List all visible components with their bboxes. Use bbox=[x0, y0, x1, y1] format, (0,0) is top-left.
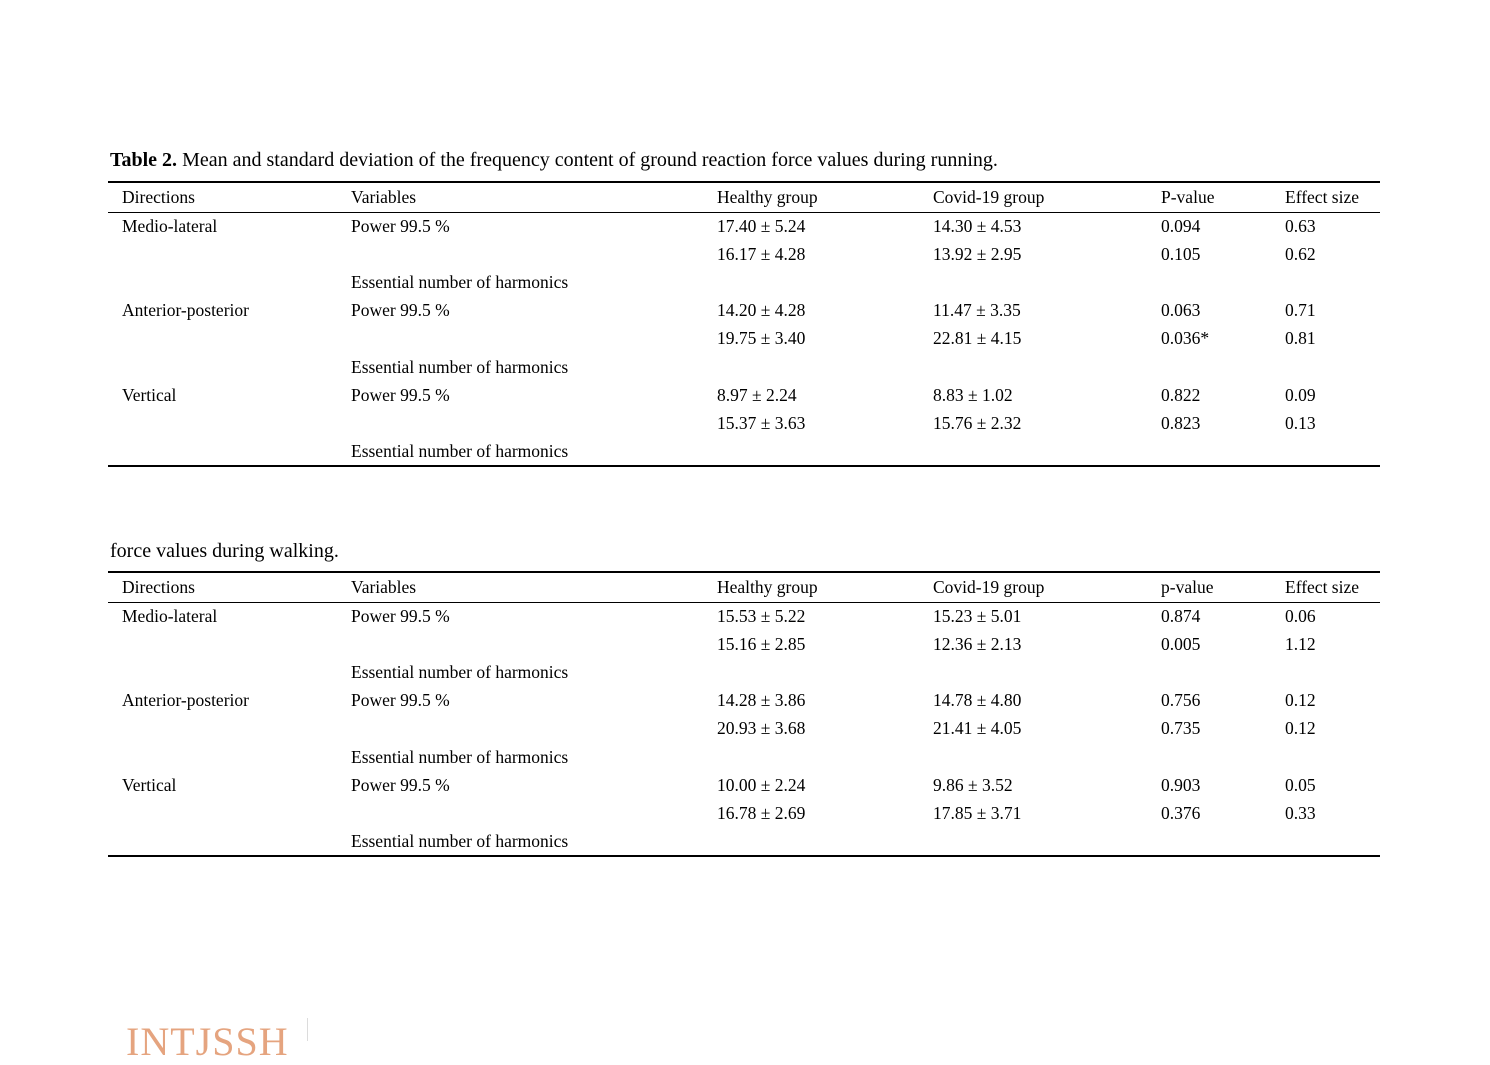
table-cell bbox=[703, 438, 919, 466]
table-cell: 15.53 ± 5.22 bbox=[717, 605, 806, 626]
table-cell: 0.036* bbox=[1161, 328, 1210, 349]
table2-caption-label: Table 2. bbox=[110, 149, 178, 171]
table-cell bbox=[108, 743, 337, 771]
table-cell: 16.17 ± 4.28 bbox=[717, 243, 806, 264]
table-cell: 14.28 ± 3.86 bbox=[717, 690, 806, 711]
table-cell bbox=[703, 353, 919, 381]
table-cell: 8.83 ± 1.02 bbox=[933, 384, 1013, 405]
table-cell bbox=[337, 240, 703, 268]
table-cell bbox=[703, 828, 919, 856]
table-cell: Power 99.5 % bbox=[351, 384, 450, 405]
table-cell bbox=[337, 325, 703, 353]
table-row bbox=[108, 240, 1380, 268]
table-cell: 0.005 bbox=[1161, 633, 1201, 654]
table-cell bbox=[337, 630, 703, 658]
table-cell bbox=[1271, 828, 1380, 856]
table-cell: 14.30 ± 4.53 bbox=[933, 215, 1022, 236]
table-cell: 0.12 bbox=[1285, 718, 1316, 739]
table-row bbox=[108, 438, 1380, 466]
table-cell: Essential number of harmonics bbox=[351, 830, 569, 851]
table-cell: 20.93 ± 3.68 bbox=[717, 718, 806, 739]
table-cell: Essential number of harmonics bbox=[351, 440, 569, 461]
column-header: Effect size bbox=[1285, 186, 1360, 207]
table-cell: 15.16 ± 2.85 bbox=[717, 633, 806, 654]
table-cell bbox=[919, 658, 1147, 686]
table-cell: 0.71 bbox=[1285, 300, 1316, 321]
table-cell: 8.97 ± 2.24 bbox=[717, 384, 797, 405]
walking-caption: force values during walking. bbox=[110, 540, 339, 562]
table-cell bbox=[108, 828, 337, 856]
table-cell bbox=[108, 409, 337, 437]
table-cell: Essential number of harmonics bbox=[351, 746, 569, 767]
table-cell bbox=[1147, 828, 1271, 856]
table-cell: 0.63 bbox=[1285, 215, 1316, 236]
table-row bbox=[108, 409, 1380, 437]
table-cell: Anterior-posterior bbox=[122, 690, 249, 711]
column-header: Variables bbox=[351, 186, 417, 207]
table-cell: Medio-lateral bbox=[122, 215, 218, 236]
table-cell bbox=[919, 743, 1147, 771]
table-cell bbox=[1271, 743, 1380, 771]
footer-divider-line bbox=[307, 1018, 308, 1041]
column-header: Effect size bbox=[1285, 576, 1360, 597]
table-cell bbox=[1271, 438, 1380, 466]
table-cell: 0.063 bbox=[1161, 300, 1201, 321]
table-row bbox=[108, 268, 1380, 296]
table-cell bbox=[1147, 268, 1271, 296]
table-cell: 0.735 bbox=[1161, 718, 1201, 739]
table-row bbox=[108, 743, 1380, 771]
table-cell: 16.78 ± 2.69 bbox=[717, 802, 806, 823]
table-row bbox=[108, 353, 1380, 381]
table-cell: 14.78 ± 4.80 bbox=[933, 690, 1022, 711]
table-cell: 0.874 bbox=[1161, 605, 1201, 626]
table-row bbox=[108, 212, 1380, 240]
table-cell: 9.86 ± 3.52 bbox=[933, 774, 1013, 795]
table-cell: 1.12 bbox=[1285, 633, 1316, 654]
table-cell bbox=[108, 353, 337, 381]
table-cell: 0.105 bbox=[1161, 243, 1201, 264]
table2-caption-text: Mean and standard deviation of the frequency content of ground reaction force values during running. bbox=[177, 149, 998, 171]
table-cell: Essential number of harmonics bbox=[351, 356, 569, 377]
table-cell bbox=[1147, 438, 1271, 466]
table-row bbox=[108, 602, 1380, 630]
column-header: Directions bbox=[122, 576, 195, 597]
table-cell: 0.81 bbox=[1285, 328, 1316, 349]
table-cell bbox=[919, 353, 1147, 381]
column-header: P-value bbox=[1161, 186, 1215, 207]
table-cell: Vertical bbox=[122, 774, 177, 795]
table-cell: 0.094 bbox=[1161, 215, 1201, 236]
table-cell: Power 99.5 % bbox=[351, 774, 450, 795]
table-cell bbox=[1147, 353, 1271, 381]
table-cell: 0.05 bbox=[1285, 774, 1316, 795]
table-cell: 0.62 bbox=[1285, 243, 1316, 264]
table-cell: 0.376 bbox=[1161, 802, 1201, 823]
table-cell: 0.33 bbox=[1285, 802, 1316, 823]
table-cell: 0.903 bbox=[1161, 774, 1201, 795]
running-table bbox=[108, 181, 1380, 467]
table-cell bbox=[337, 409, 703, 437]
table-cell: Essential number of harmonics bbox=[351, 271, 569, 292]
table-cell: 15.23 ± 5.01 bbox=[933, 605, 1022, 626]
table-cell bbox=[919, 268, 1147, 296]
table-row bbox=[108, 658, 1380, 686]
table-cell: 0.13 bbox=[1285, 412, 1316, 433]
table-cell bbox=[703, 743, 919, 771]
table-cell: 0.06 bbox=[1285, 605, 1316, 626]
table-cell bbox=[108, 325, 337, 353]
table-cell bbox=[1147, 743, 1271, 771]
table-cell bbox=[108, 658, 337, 686]
table-row bbox=[108, 297, 1380, 325]
walking-table-header-row bbox=[108, 572, 1380, 602]
table-cell bbox=[1147, 658, 1271, 686]
table-cell: Power 99.5 % bbox=[351, 300, 450, 321]
column-header: p-value bbox=[1161, 576, 1214, 597]
table-cell: 17.40 ± 5.24 bbox=[717, 215, 806, 236]
table-cell: Essential number of harmonics bbox=[351, 661, 569, 682]
table-cell: 14.20 ± 4.28 bbox=[717, 300, 806, 321]
table-cell: 0.12 bbox=[1285, 690, 1316, 711]
journal-logo-text: INTJSSH bbox=[126, 1019, 289, 1064]
table-row bbox=[108, 771, 1380, 799]
table-cell: Vertical bbox=[122, 384, 177, 405]
table-row bbox=[108, 325, 1380, 353]
walking-table bbox=[108, 571, 1380, 857]
table-cell bbox=[1271, 658, 1380, 686]
table-cell: 21.41 ± 4.05 bbox=[933, 718, 1022, 739]
table-row bbox=[108, 687, 1380, 715]
table-cell: 0.823 bbox=[1161, 412, 1201, 433]
running-table-header-row bbox=[108, 182, 1380, 212]
table-cell bbox=[337, 799, 703, 827]
table-cell: 15.76 ± 2.32 bbox=[933, 412, 1022, 433]
table-cell: 15.37 ± 3.63 bbox=[717, 412, 806, 433]
table-cell: Power 99.5 % bbox=[351, 605, 450, 626]
column-header: Variables bbox=[351, 576, 417, 597]
table-cell bbox=[703, 658, 919, 686]
table-cell: 10.00 ± 2.24 bbox=[717, 774, 806, 795]
table-cell: Power 99.5 % bbox=[351, 690, 450, 711]
table-cell bbox=[108, 799, 337, 827]
table-cell: 22.81 ± 4.15 bbox=[933, 328, 1022, 349]
table-cell bbox=[108, 240, 337, 268]
table2-caption bbox=[110, 149, 998, 172]
table-cell bbox=[337, 715, 703, 743]
column-header: Directions bbox=[122, 186, 195, 207]
table-cell bbox=[1271, 268, 1380, 296]
table-cell bbox=[703, 268, 919, 296]
table-cell bbox=[1271, 353, 1380, 381]
table-row bbox=[108, 381, 1380, 409]
table-cell: Medio-lateral bbox=[122, 605, 218, 626]
table-cell bbox=[919, 438, 1147, 466]
table-cell: Power 99.5 % bbox=[351, 215, 450, 236]
column-header: Covid-19 group bbox=[933, 186, 1045, 207]
table-cell bbox=[108, 438, 337, 466]
table-cell: 19.75 ± 3.40 bbox=[717, 328, 806, 349]
table-cell: 17.85 ± 3.71 bbox=[933, 802, 1022, 823]
table-cell: 12.36 ± 2.13 bbox=[933, 633, 1022, 654]
table-row bbox=[108, 799, 1380, 827]
column-header: Healthy group bbox=[717, 576, 818, 597]
walking-table-body bbox=[108, 602, 1380, 856]
table-cell: 0.756 bbox=[1161, 690, 1201, 711]
table-row bbox=[108, 715, 1380, 743]
table-cell bbox=[919, 828, 1147, 856]
table-cell bbox=[108, 715, 337, 743]
table-cell bbox=[108, 630, 337, 658]
table-cell: 13.92 ± 2.95 bbox=[933, 243, 1022, 264]
column-header: Healthy group bbox=[717, 186, 818, 207]
table-cell bbox=[108, 268, 337, 296]
running-table-body bbox=[108, 212, 1380, 466]
table-row bbox=[108, 630, 1380, 658]
table-cell: 0.822 bbox=[1161, 384, 1201, 405]
table-cell: 0.09 bbox=[1285, 384, 1316, 405]
table-cell: 11.47 ± 3.35 bbox=[933, 300, 1021, 321]
column-header: Covid-19 group bbox=[933, 576, 1045, 597]
table-cell: Anterior-posterior bbox=[122, 300, 249, 321]
table-row bbox=[108, 828, 1380, 856]
